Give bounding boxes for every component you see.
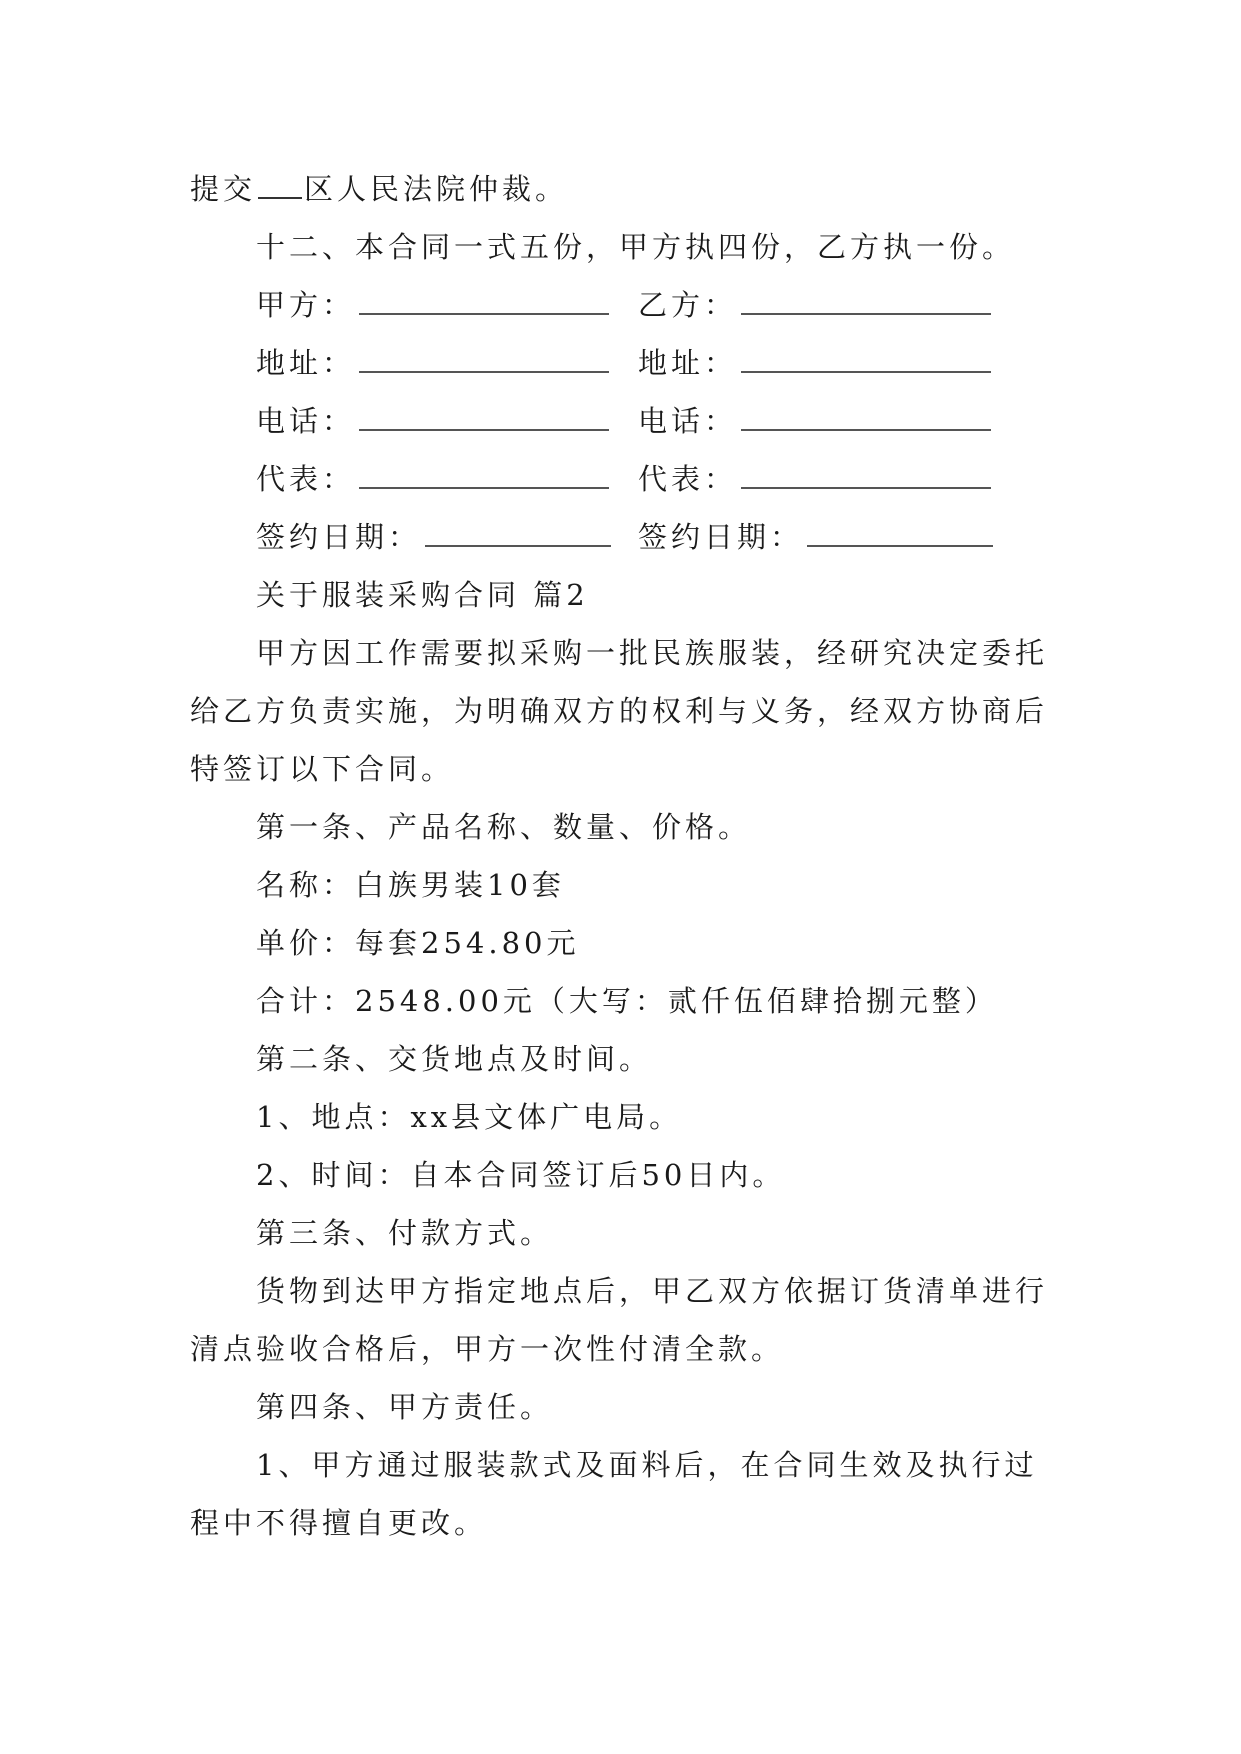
section-heading: 关于服装采购合同 篇2 (256, 578, 589, 612)
article-4-title: 第四条、甲方责任。 (256, 1390, 554, 1424)
party-a-field: 甲方： (256, 276, 609, 334)
rep-b-line (741, 453, 991, 489)
phone-b-field: 电话： (638, 392, 991, 450)
article-2-time: 2、时间：自本合同签订后50日内。 (256, 1158, 786, 1192)
date-b-line (807, 511, 993, 547)
phone-a-field: 电话： (256, 392, 609, 450)
address-b-field: 地址： (638, 334, 991, 392)
signature-row-address (190, 334, 1060, 392)
rep-b-field: 代表： (638, 450, 991, 508)
address-a-field: 地址： (256, 334, 609, 392)
address-a-line (359, 337, 609, 373)
rep-a-line (359, 453, 609, 489)
date-b-field: 签约日期： (638, 508, 993, 566)
signature-row-phone (190, 392, 1060, 450)
signature-row-party (190, 276, 1060, 334)
party-a-line (359, 279, 609, 315)
phone-a-line (359, 395, 609, 431)
article-4-item-1-a: 1、甲方通过服装款式及面料后，在合同生效及执行过 (256, 1448, 1038, 1482)
article-1-name: 名称：白族男装10套 (256, 868, 565, 902)
phone-b-line (741, 395, 991, 431)
blank-district (258, 163, 302, 199)
signature-row-representative (190, 450, 1060, 508)
article-3-text-2: 清点验收合格后，甲方一次性付清全款。 (190, 1332, 785, 1366)
party-b-field: 乙方： (638, 276, 991, 334)
article-1-total: 合计：2548.00元（大写：贰仟伍佰肆拾捌元整） (256, 984, 998, 1018)
paragraph-intro-2: 给乙方负责实施，为明确双方的权利与义务，经双方协商后 (190, 694, 1049, 728)
party-b-line (741, 279, 991, 315)
document-page (190, 160, 1060, 1552)
date-a-field: 签约日期： (256, 508, 611, 566)
date-a-line (425, 511, 611, 547)
article-3-title: 第三条、付款方式。 (256, 1216, 554, 1250)
clause-12: 十二、本合同一式五份，甲方执四份，乙方执一份。 (256, 230, 1016, 264)
rep-a-field: 代表： (256, 450, 609, 508)
article-1-price: 单价：每套254.80元 (256, 926, 580, 960)
clause-11-end: 提交 区人民法院仲裁。 (190, 160, 1060, 218)
article-4-item-1-b: 程中不得擅自更改。 (190, 1506, 488, 1540)
article-2-location: 1、地点：xx县文体广电局。 (256, 1100, 683, 1134)
paragraph-intro-1: 甲方因工作需要拟采购一批民族服装，经研究决定委托 (256, 636, 1049, 670)
article-3-text-1: 货物到达甲方指定地点后，甲乙双方依据订货清单进行 (256, 1274, 1049, 1308)
signature-row-date (190, 508, 1060, 566)
paragraph-intro-3: 特签订以下合同。 (190, 752, 455, 786)
address-b-line (741, 337, 991, 373)
article-2-title: 第二条、交货地点及时间。 (256, 1042, 653, 1076)
article-1-title: 第一条、产品名称、数量、价格。 (256, 810, 752, 844)
